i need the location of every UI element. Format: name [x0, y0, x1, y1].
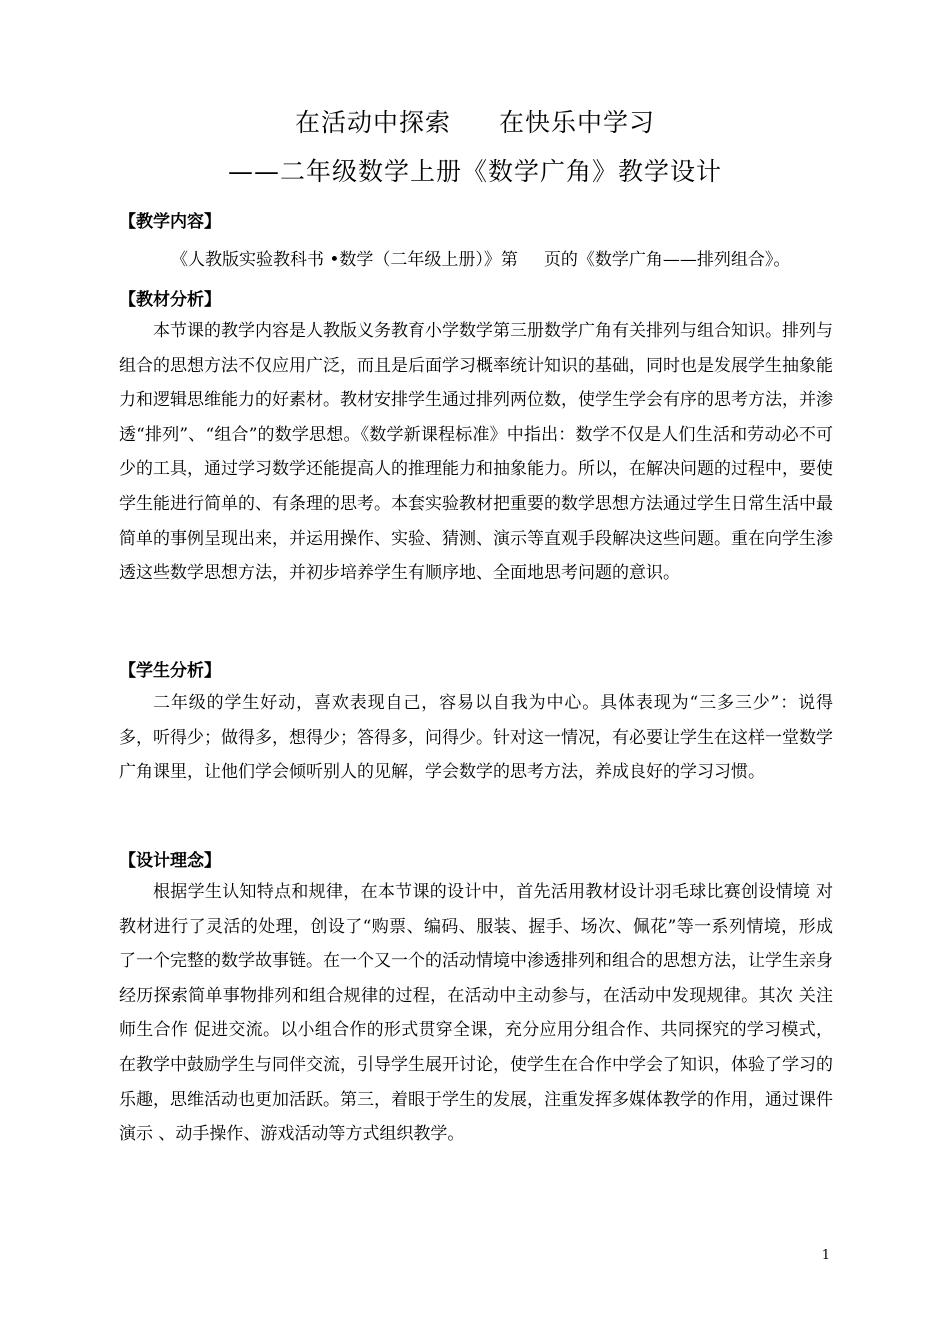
title-part-2: 在快乐中学习 [499, 108, 656, 137]
section-body-textbook-analysis [119, 314, 833, 591]
section-body-design-concept [119, 875, 833, 1152]
page-subtitle: ——二年级数学上册《数学广角》教学设计 [227, 157, 722, 186]
section-heading-content: 【教学内容】 [119, 212, 221, 232]
paragraph-textbook-analysis: 本节课的教学内容是人教版义务教育小学数学第三册数学广角有关排列与组合知识。排列与组合的思想方法不仅应用广泛，而且是后面学习概率统计知识的基础，同时也是发展学生抽象能力和逻辑思维能力的好素材。教材安排学生通过排列两位数，使学生学会有序的思考方法，并渗透“排列”、“组合”的数学思想。《数学新课程标准》中指出：数学不仅是人们生活和劳动必不可少的工具，通过学习数学还能提高人的推理能力和抽象能力。所以，在解决问题的过程中，要使学生能进行简单的、有条理的思考。本套实验教材把重要的数学思想方法通过学生日常生活中最简单的事例呈现出来，并运用操作、实验、猜测、演示等直观手段解决这些问题。重在向学生渗透这些数学思想方法，并初步培养学生有顺序地、全面地思考问题的意识。 [119, 321, 833, 584]
content-line [171, 245, 790, 270]
section-body-student-analysis [119, 686, 833, 790]
section-heading-textbook-analysis: 【教材分析】 [119, 290, 221, 310]
section-heading-student-analysis: 【学生分析】 [119, 661, 221, 681]
paragraph-design-concept: 根据学生认知特点和规律，在本节课的设计中，首先活用教材设计羽毛球比赛创设情境 对教材进行了灵活的处理，创设了“购票、编码、服装、握手、场次、佩花”等一系列情境，形成了一个完整的数学故事链。在一个又一个的活动情境中渗透排列和组合的思想方法，让学生亲身经历探索简单事物排列和组合规律的过程，在活动中主动参与，在活动中发现规律。其次 关注师生合作 促进交流。以小组合作的形式贯穿全课，充分应用分组合作、共同探究的学习模式，在教学中鼓励学生与同伴交流，引导学生展开讨论，使学生在合作中学会了知识，体验了学习的乐趣，思维活动也更加活跃。第三，着眼于学生的发展，注重发挥多媒体教学的作用，通过课件演示 、动手操作、游戏活动等方式组织教学。 [119, 882, 833, 1145]
content-line-part-1: 《人教版实验教科书 •数学（二年级上册）》第 [171, 250, 518, 270]
page-title [0, 103, 950, 139]
title-part-1: 在活动中探索 [294, 108, 451, 137]
content-line-part-2: 页的《数学广角——排列组合》。 [543, 250, 791, 270]
paragraph-student-analysis: 二年级的学生好动，喜欢表现自己，容易以自我为中心。具体表现为“三多三少”：说得多，听得少；做得多，想得少；答得多，问得少。针对这一情况，有必要让学生在这样一堂数学广角课里，让他们学会倾听别人的见解，学会数学的思考方法，养成良好的学习习惯。 [119, 693, 833, 783]
section-heading-design-concept: 【设计理念】 [119, 851, 221, 871]
page-number: 1 [821, 1248, 830, 1263]
